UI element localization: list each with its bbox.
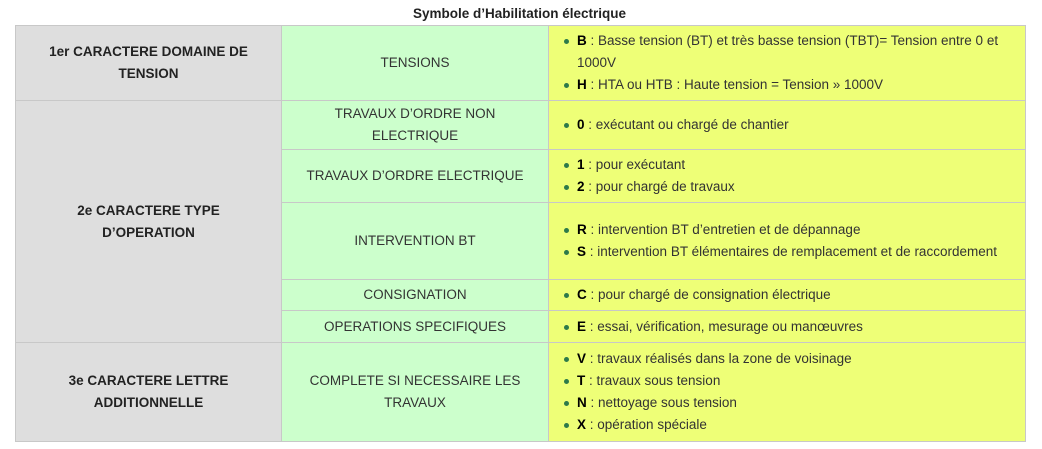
code-list-cell [549, 203, 1026, 280]
code-description: : travaux réalisés dans la zone de voisinage [586, 351, 852, 366]
code-description: : exécutant ou chargé de chantier [584, 117, 789, 132]
list-item [563, 114, 1011, 136]
group-label-tension: 1er CARACTERE DOMAINE DE TENSION [16, 26, 282, 101]
code-description: : pour chargé de consignation électrique [586, 287, 831, 302]
category-label: TENSIONS [282, 26, 549, 101]
code-letter: V [577, 351, 587, 366]
code-list-cell [549, 343, 1026, 442]
code-letter: R [577, 222, 587, 237]
code-list-cell [549, 150, 1026, 203]
code-list [563, 316, 1011, 338]
code-list [563, 154, 1011, 198]
code-description: : intervention BT d’entretien et de dépannage [586, 222, 861, 237]
code-description: : nettoyage sous tension [586, 395, 737, 410]
code-description: : intervention BT élémentaires de remplacement et de raccordement [586, 244, 997, 259]
list-item [563, 284, 1011, 306]
category-label: TRAVAUX D’ORDRE NON ELECTRIQUE [282, 101, 549, 150]
category-label: CONSIGNATION [282, 280, 549, 311]
code-list [563, 284, 1011, 306]
list-item [563, 370, 1011, 392]
code-list-cell [549, 26, 1026, 101]
list-item [563, 30, 1011, 74]
code-description: : Basse tension (BT) et très basse tension (TBT)= Tension entre 0 et 1000V [577, 33, 999, 70]
list-item [563, 219, 1011, 241]
list-item [563, 414, 1011, 436]
list-item [563, 348, 1011, 370]
code-description: : pour exécutant [584, 157, 686, 172]
code-letter: N [577, 395, 587, 410]
table-row [16, 343, 1026, 442]
code-list-cell [549, 101, 1026, 150]
table-row [16, 26, 1026, 101]
table-row [16, 101, 1026, 150]
code-description: : HTA ou HTB : Haute tension = Tension » 1000V [586, 77, 884, 92]
code-description: : pour chargé de travaux [584, 179, 735, 194]
table-title: Symbole d’Habilitation électrique [412, 6, 627, 21]
code-list-cell [549, 311, 1026, 343]
code-letter: C [577, 287, 587, 302]
list-item [563, 154, 1011, 176]
code-letter: 2 [577, 179, 585, 194]
code-letter: E [577, 318, 587, 334]
code-letter: H [577, 77, 587, 92]
code-list [563, 30, 1011, 96]
code-letter: X [577, 417, 587, 432]
code-description: : travaux sous tension [585, 373, 721, 388]
code-list [563, 348, 1011, 436]
category-label: TRAVAUX D’ORDRE ELECTRIQUE [282, 150, 549, 203]
code-letter: T [577, 373, 586, 388]
list-item [563, 74, 1011, 96]
list-item [563, 241, 1011, 263]
group-label-operation: 2e CARACTERE TYPE D’OPERATION [16, 101, 282, 343]
group-label-additional: 3e CARACTERE LETTRE ADDITIONNELLE [16, 343, 282, 442]
code-letter: 0 [577, 117, 585, 132]
list-item [563, 176, 1011, 198]
code-list-cell [549, 280, 1026, 311]
list-item [563, 316, 1011, 338]
code-list [563, 219, 1011, 263]
code-description: : essai, vérification, mesurage ou manœuvres [586, 318, 863, 334]
code-description: : opération spéciale [586, 417, 707, 432]
category-label: INTERVENTION BT [282, 203, 549, 280]
code-letter: S [577, 244, 587, 259]
code-letter: 1 [577, 157, 585, 172]
category-label: COMPLETE SI NECESSAIRE LES TRAVAUX [282, 343, 549, 442]
code-list [563, 114, 1011, 136]
habilitation-table [15, 25, 1026, 442]
category-label: OPERATIONS SPECIFIQUES [282, 311, 549, 343]
list-item [563, 392, 1011, 414]
code-letter: B [577, 33, 587, 48]
